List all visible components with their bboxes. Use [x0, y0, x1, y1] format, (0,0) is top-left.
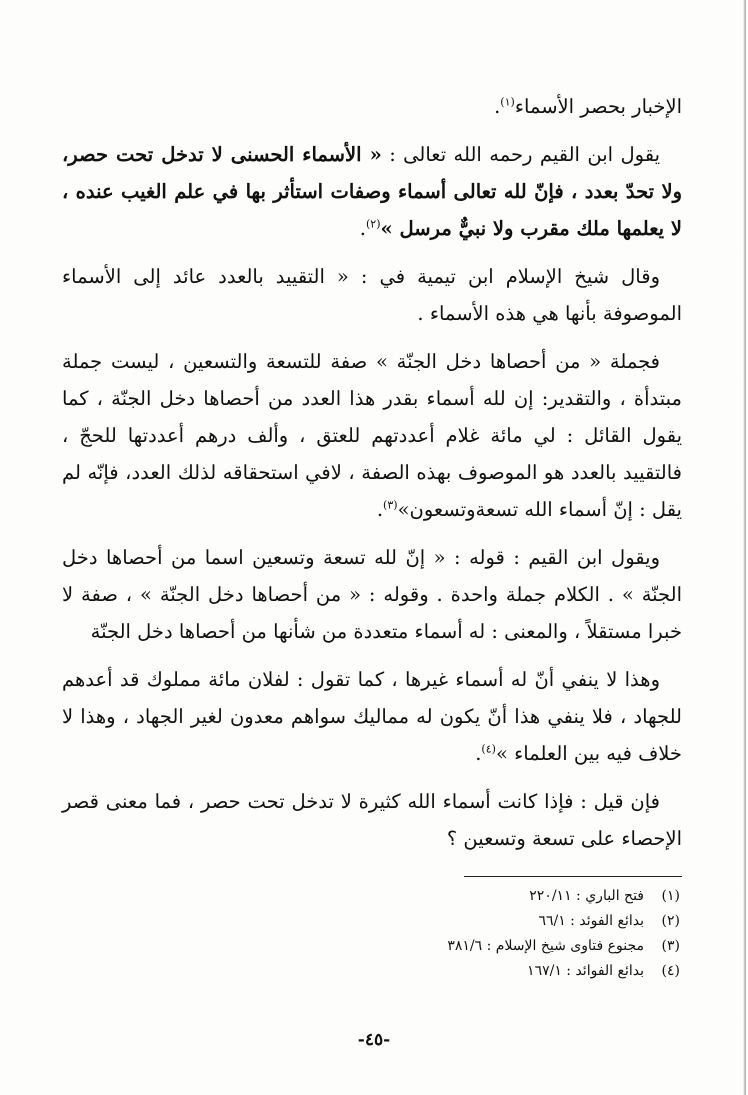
- paragraph-4-tail: .: [376, 498, 384, 521]
- main-text: [62, 88, 682, 857]
- footnote-3-num: (٣): [661, 938, 680, 954]
- footnote-4-text: بدائع الفوائد : ١٦٧/١: [527, 963, 644, 979]
- paragraph-5: [62, 539, 682, 650]
- scan-edge-shadow: [743, 0, 746, 1095]
- paragraph-4: [62, 343, 682, 528]
- paragraph-4-quote: « من أحصاها دخل الجنّة » صفة للتسعة والتسعين ، ليست جملة مبتدأة ، والتقدير: إن لله أسماء بقدر هذا العدد من أحصاها دخل الجنّة ، كما يقول القائل : لي مائة غلام أعددتهم للعتق ، وألف درهم أعددتها للحجّ ، فالتقييد بالعدد هو الموصوف بهذه الصفة ، لافي استحقاقه لذلك العدد، فإنّه لم يقل : إنّ أسماء الله تسعةوتسعون»: [62, 350, 682, 521]
- footnote-2-num: (٢): [661, 913, 680, 929]
- footnote-2: [320, 909, 680, 934]
- paragraph-2: [62, 136, 682, 247]
- page-number: -٤٥-: [357, 1030, 391, 1050]
- footnote-4-num: (٤): [661, 963, 680, 979]
- paragraph-2-quote: « الأسماء الحسنى لا تدخل تحت حصر، ولا تحدّ بعدد ، فإنّ لله تعالى أسماء وصفات استأثر بها في علم الغيب عنده ، لا يعلمها ملك مقرب ولا نبيٌّ مرسل »: [62, 143, 682, 240]
- paragraph-2-lead: يقول ابن القيم رحمه الله تعالى :: [389, 143, 660, 166]
- paragraph-3-quote: « التقييد بالعدد عائد إلى الأسماء الموصوفة بأنها هي هذه الأسماء .: [62, 265, 682, 325]
- footnote-2-text: بدائع الفوئد : ٦٦/١: [538, 913, 644, 929]
- paragraph-5-lead: ويقول ابن القيم : قوله :: [454, 546, 661, 569]
- paragraph-1-text: الإخبار بحصر الأسماء: [514, 95, 682, 118]
- footnote-4: [320, 959, 680, 984]
- footnote-ref-4[interactable]: (٤): [481, 742, 496, 756]
- paragraph-1: [62, 88, 682, 125]
- paragraph-4-lead: فجملة: [609, 350, 660, 373]
- paragraph-6-tail: .: [475, 742, 482, 765]
- footnotes-list: [320, 884, 680, 984]
- paragraph-3: [62, 258, 682, 332]
- footnote-divider: [464, 876, 682, 877]
- footnote-1: [320, 884, 680, 909]
- paragraph-2-tail: .: [359, 217, 366, 240]
- footnote-ref-2[interactable]: (٢): [365, 217, 381, 231]
- footnote-ref-1[interactable]: (١): [500, 95, 515, 109]
- paragraph-1-tail: .: [494, 95, 501, 118]
- paragraph-5-quote: « إنّ لله تسعة وتسعين اسما من أحصاها دخل الجنّة » . الكلام جملة واحدة . وقوله : « من أحصاها دخل الجنّة » ، صفة لا خبرا مستقلاً ، والمعنى : له أسماء متعددة من شأنها من أحصاها دخل الجنّة: [62, 546, 682, 643]
- paragraph-7: [62, 783, 682, 857]
- paragraph-3-lead: وقال شيخ الإسلام ابن تيمية في :: [360, 265, 660, 288]
- footnote-1-num: (١): [661, 888, 680, 904]
- paragraph-6-quote: وهذا لا ينفي أنّ له أسماء غيرها ، كما تقول : لفلان مائة مملوك قد أعدهم للجهاد ، فلا ينفي هذا أنّ يكون له مماليك سواهم معدون لغير الجهاد ، وهذا لا خلاف فيه بين العلماء »: [62, 668, 682, 765]
- footnote-3-text: مجنوع فتاوى شيخ الإسلام : ٣٨١/٦: [447, 938, 644, 954]
- paragraph-7-quote: فإن قيل : فإذا كانت أسماء الله كثيرة لا تدخل تحت حصر ، فما معنى قصر الإحصاء على تسعة وتسعين ؟: [62, 790, 682, 850]
- footnote-3: [320, 934, 680, 959]
- footnote-ref-3[interactable]: (٣): [383, 498, 398, 512]
- paragraph-6: [62, 661, 682, 772]
- footnote-1-text: فتح الباري : ٢٢٠/١١: [529, 888, 644, 904]
